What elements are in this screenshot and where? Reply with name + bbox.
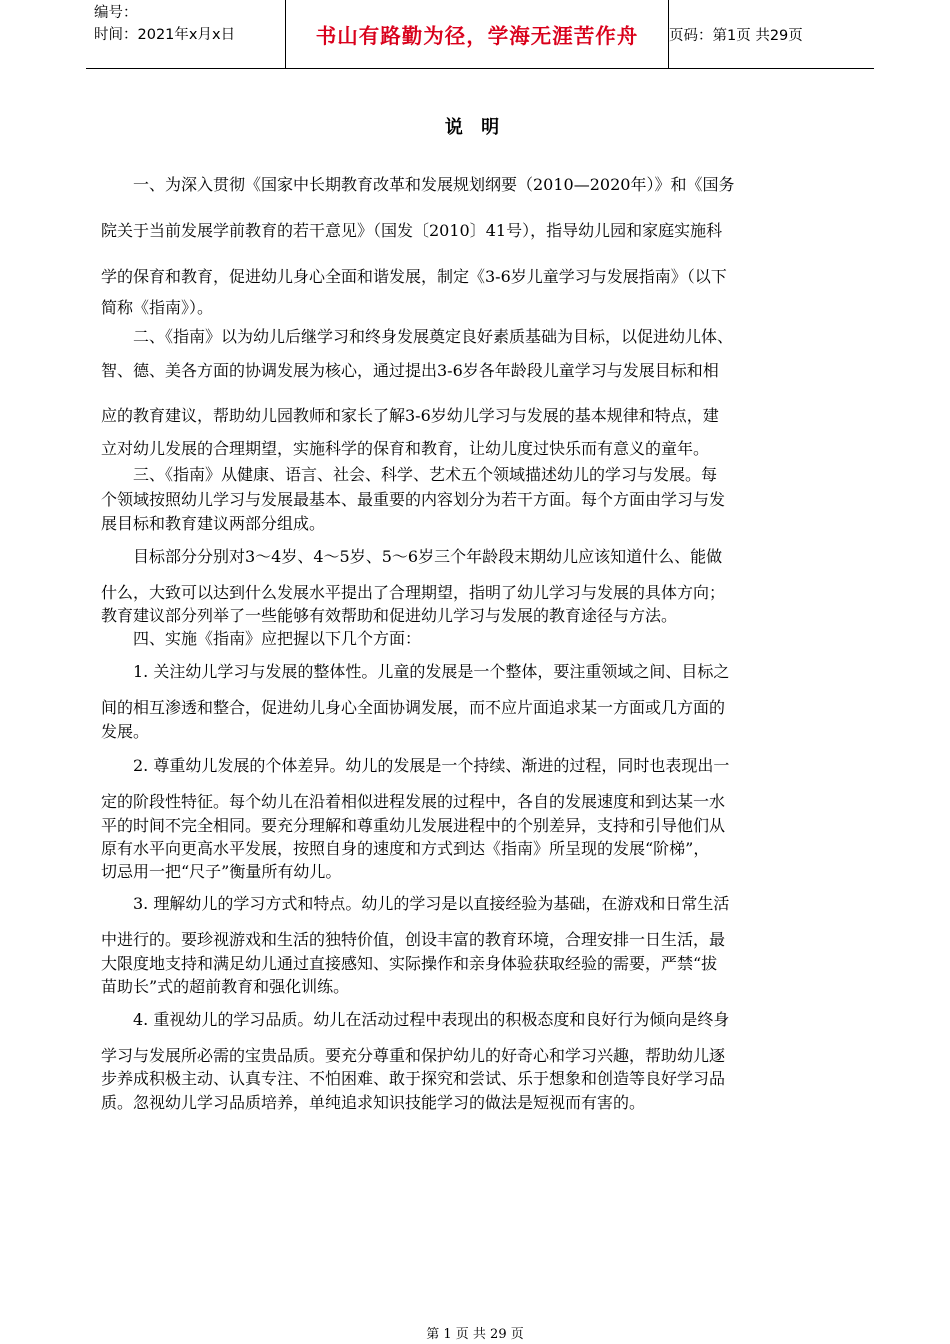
text-line: 4. 重视幼儿的学习品质。幼儿在活动过程中表现出的积极态度和良好行为倾向是终身 <box>101 1010 730 1029</box>
text-line: 步养成积极主动、认真专注、不怕困难、敢于探究和尝试、乐于想象和创造等良好学习品 <box>101 1069 726 1088</box>
number-label: 编号： <box>94 5 138 21</box>
header-meta <box>94 2 284 46</box>
text-line: 1. 关注幼儿学习与发展的整体性。儿童的发展是一个整体，要注重领域之间、目标之 <box>101 662 730 681</box>
text-line: 定的阶段性特征。每个幼儿在沿着相似进程发展的过程中，各自的发展速度和到达某一水 <box>101 792 726 811</box>
text-line: 三、《指南》从健康、语言、社会、科学、艺术五个领域描述幼儿的学习与发展。每 <box>101 465 718 484</box>
text-line: 应的教育建议，帮助幼儿园教师和家长了解3-6岁幼儿学习与发展的基本规律和特点，建 <box>101 406 719 425</box>
header-page-info <box>669 0 874 68</box>
text-line: 简称《指南》）。 <box>101 298 214 317</box>
page-info-text: 页码：第1页 共29页 <box>669 27 803 44</box>
text-line: 平的时间不完全相同。要充分理解和尊重幼儿发展进程中的个别差异，支持和引导他们从 <box>101 816 726 835</box>
text-line: 教育建议部分列举了一些能够有效帮助和促进幼儿学习与发展的教育途径与方法。 <box>101 606 678 625</box>
document-title: 说 明 <box>444 117 506 138</box>
page-footer <box>0 1323 950 1342</box>
footer-page-number: 第 1 页 共 29 页 <box>426 1327 524 1342</box>
text-line: 大限度地支持和满足幼儿通过直接感知、实际操作和亲身体验获取经验的需要，严禁“拔 <box>101 954 718 973</box>
text-line: 立对幼儿发展的合理期望，实施科学的保育和教育，让幼儿度过快乐而有意义的童年。 <box>101 439 710 458</box>
text-line: 什么，大致可以达到什么发展水平提出了合理期望，指明了幼儿学习与发展的具体方向； <box>101 583 726 602</box>
text-line: 一、为深入贯彻《国家中长期教育改革和发展规划纲要（2010—2020年）》和《国务 <box>101 175 735 194</box>
text-line: 3. 理解幼儿的学习方式和特点。幼儿的学习是以直接经验为基础，在游戏和日常生活 <box>101 894 730 913</box>
text-line: 切忌用一把“尺子”衡量所有幼儿。 <box>101 862 342 881</box>
header-divider <box>285 0 286 68</box>
text-line: 中进行的。要珍视游戏和生活的独特价值，创设丰富的教育环境，合理安排一日生活，最 <box>101 930 726 949</box>
text-line: 学的保育和教育，促进幼儿身心全面和谐发展，制定《3-6岁儿童学习与发展指南》（以下 <box>101 267 727 286</box>
text-line: 目标部分分别对3～4岁、4～5岁、5～6岁三个年龄段末期幼儿应该知道什么、能做 <box>101 547 723 566</box>
text-line: 四、实施《指南》应把握以下几个方面： <box>101 629 422 648</box>
text-line: 院关于当前发展学前教育的若干意见》（国发〔2010〕41号），指导幼儿园和家庭实施科 <box>101 221 723 240</box>
text-line: 展目标和教育建议两部分组成。 <box>101 514 326 533</box>
text-line: 智、德、美各方面的协调发展为核心，通过提出3-6岁各年龄段儿童学习与发展目标和相 <box>101 361 719 380</box>
text-line: 苗助长”式的超前教育和强化训练。 <box>101 977 350 996</box>
text-line: 质。忽视幼儿学习品质培养，单纯追求知识技能学习的做法是短视而有害的。 <box>101 1093 646 1112</box>
text-line: 二、《指南》以为幼儿后继学习和终身发展奠定良好素质基础为目标，以促进幼儿体、 <box>101 327 734 346</box>
text-line: 学习与发展所必需的宝贵品质。要充分尊重和保护幼儿的好奇心和学习兴趣，帮助幼儿逐 <box>101 1046 726 1065</box>
header-motto: 书山有路勤为径，学海无涯苦作舟 <box>315 24 639 48</box>
text-line: 2. 尊重幼儿发展的个体差异。幼儿的发展是一个持续、渐进的过程，同时也表现出一 <box>101 756 730 775</box>
text-line: 个领域按照幼儿学习与发展最基本、最重要的内容划分为若干方面。每个方面由学习与发 <box>101 490 726 509</box>
text-line: 原有水平向更高水平发展，按照自身的速度和方式到达《指南》所呈现的发展“阶梯”， <box>101 839 710 858</box>
date-label: 时间：2021年x月x日 <box>94 27 236 43</box>
page-header <box>86 0 874 69</box>
text-line: 间的相互渗透和整合，促进幼儿身心全面协调发展，而不应片面追求某一方面或几方面的 <box>101 698 726 717</box>
text-line: 发展。 <box>101 722 150 741</box>
